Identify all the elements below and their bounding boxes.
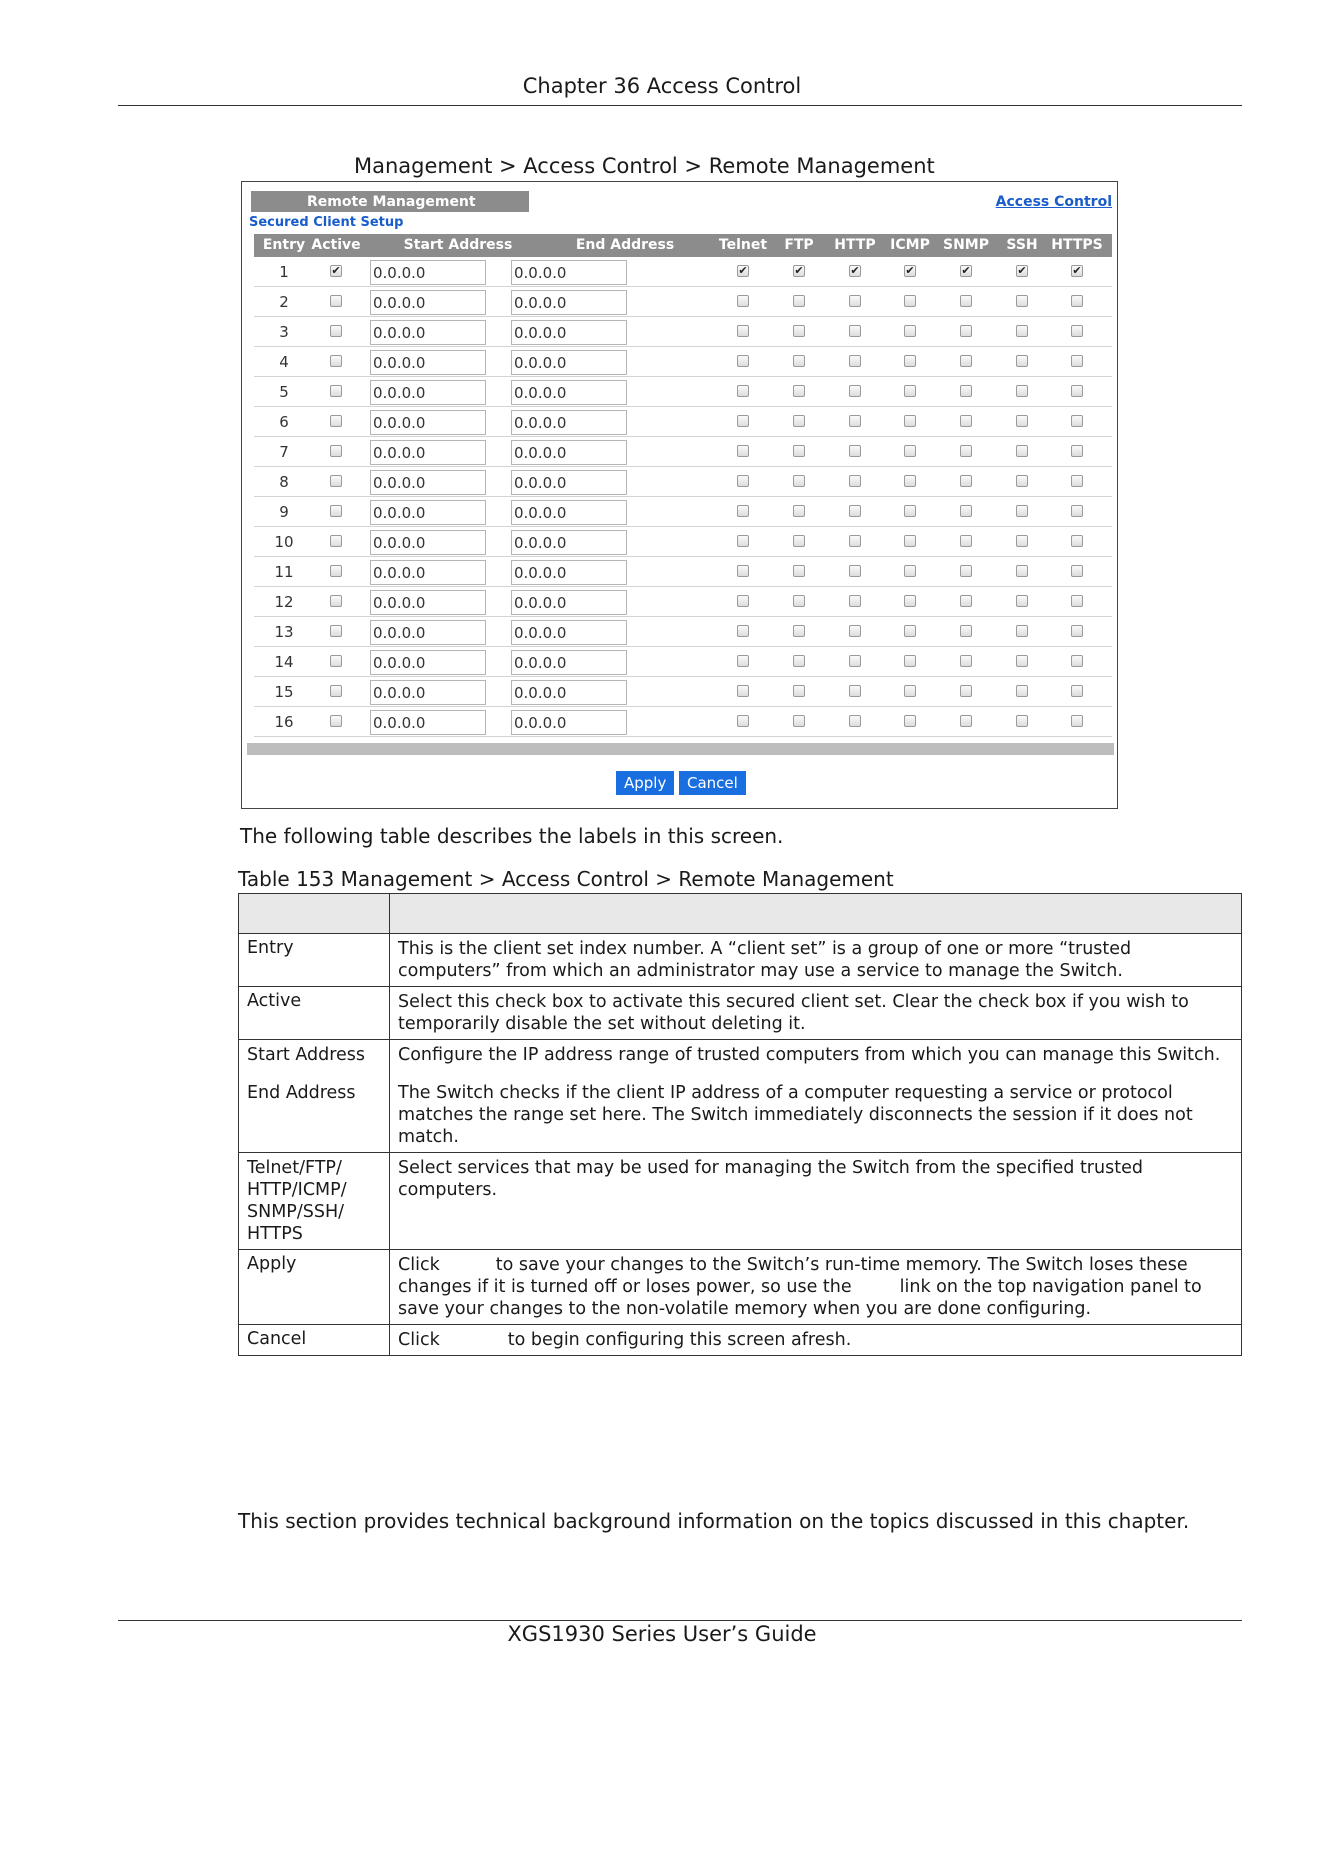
table-header-cell-description [390, 894, 1242, 934]
ssh-checkbox[interactable] [1016, 715, 1028, 727]
snmp-checkbox[interactable] [960, 625, 972, 637]
active-checkbox[interactable] [330, 505, 342, 517]
ssh-checkbox[interactable] [1016, 445, 1028, 457]
telnet-checkbox[interactable] [737, 505, 749, 517]
snmp-checkbox[interactable] [960, 385, 972, 397]
column-header: Start Address [403, 237, 513, 253]
https-checkbox[interactable]: ✔ [1072, 264, 1082, 277]
entry-number: 4 [279, 353, 289, 371]
snmp-checkbox[interactable] [960, 325, 972, 337]
http-checkbox[interactable] [849, 385, 861, 397]
end-address-input[interactable] [511, 380, 627, 405]
ssh-checkbox[interactable]: ✔ [1017, 264, 1027, 277]
ftp-checkbox[interactable] [793, 565, 805, 577]
table-row [254, 647, 1112, 677]
icmp-checkbox[interactable] [904, 595, 916, 607]
ftp-checkbox[interactable] [793, 445, 805, 457]
table-row [239, 987, 1242, 1040]
http-checkbox[interactable] [849, 505, 861, 517]
telnet-checkbox[interactable] [737, 625, 749, 637]
row-label: Telnet/FTP/ HTTP/ICMP/ SNMP/SSH/ HTTPS [239, 1153, 390, 1250]
ssh-checkbox[interactable] [1016, 295, 1028, 307]
entry-number: 6 [279, 413, 289, 431]
entry-number: 10 [274, 533, 294, 551]
snmp-checkbox[interactable] [960, 535, 972, 547]
snmp-checkbox[interactable] [960, 655, 972, 667]
column-header: Active [311, 237, 361, 253]
icmp-checkbox[interactable] [904, 655, 916, 667]
active-checkbox[interactable] [330, 655, 342, 667]
entry-number: 5 [279, 383, 289, 401]
telnet-checkbox[interactable] [737, 415, 749, 427]
end-address-input[interactable] [511, 320, 627, 345]
https-checkbox[interactable] [1071, 475, 1083, 487]
active-checkbox[interactable] [330, 295, 342, 307]
telnet-checkbox[interactable] [737, 475, 749, 487]
ssh-checkbox[interactable] [1016, 595, 1028, 607]
header-rule [118, 105, 1242, 106]
telnet-checkbox[interactable] [737, 295, 749, 307]
start-address-input[interactable] [370, 530, 486, 555]
http-checkbox[interactable] [849, 415, 861, 427]
row-label [239, 1040, 390, 1153]
table-header-cell-label [239, 894, 390, 934]
active-checkbox[interactable] [330, 535, 342, 547]
snmp-checkbox[interactable] [960, 565, 972, 577]
https-checkbox[interactable] [1071, 535, 1083, 547]
snmp-checkbox[interactable] [960, 295, 972, 307]
telnet-checkbox[interactable] [737, 385, 749, 397]
section-paragraph: This section provides technical background information on the topics discussed in this chapter. [238, 1509, 1190, 1533]
panel-tab-label: Remote Management [307, 194, 476, 210]
ssh-checkbox[interactable] [1016, 655, 1028, 667]
table-row [254, 527, 1112, 557]
table-row [239, 1250, 1242, 1325]
end-address-input[interactable] [511, 470, 627, 495]
table-row [254, 437, 1112, 467]
icmp-checkbox[interactable] [904, 415, 916, 427]
https-checkbox[interactable] [1071, 325, 1083, 337]
https-checkbox[interactable] [1071, 385, 1083, 397]
entry-number: 3 [279, 323, 289, 341]
snmp-checkbox[interactable] [960, 415, 972, 427]
active-checkbox[interactable] [330, 625, 342, 637]
active-checkbox[interactable] [330, 565, 342, 577]
telnet-checkbox[interactable] [737, 655, 749, 667]
table-row [254, 467, 1112, 497]
end-address-input[interactable] [511, 290, 627, 315]
active-checkbox[interactable] [330, 355, 342, 367]
ssh-checkbox[interactable] [1016, 415, 1028, 427]
ssh-checkbox[interactable] [1016, 325, 1028, 337]
ftp-checkbox[interactable] [793, 475, 805, 487]
ssh-checkbox[interactable] [1016, 565, 1028, 577]
remote-management-screen [241, 181, 1118, 809]
icmp-checkbox[interactable] [904, 325, 916, 337]
ftp-checkbox[interactable] [793, 295, 805, 307]
telnet-checkbox[interactable] [737, 595, 749, 607]
ftp-checkbox[interactable] [793, 655, 805, 667]
table-row [254, 587, 1112, 617]
table-header-row [239, 894, 1242, 934]
table-header [254, 234, 1112, 257]
end-address-input[interactable] [511, 710, 627, 735]
https-checkbox[interactable] [1071, 655, 1083, 667]
ftp-checkbox[interactable] [793, 415, 805, 427]
ftp-checkbox[interactable] [793, 625, 805, 637]
entry-number: 12 [274, 593, 294, 611]
telnet-checkbox[interactable]: ✔ [738, 264, 748, 277]
start-address-input[interactable] [370, 470, 486, 495]
entry-number: 13 [274, 623, 294, 641]
active-checkbox[interactable] [330, 325, 342, 337]
footer-text: XGS1930 Series User’s Guide [507, 1622, 817, 1646]
row-description: Click to save your changes to the Switch’s run-time memory. The Switch loses these changes if it is turned off or loses power, so use the link on the top navigation panel to save your changes to the non-volatile memory when you are done configuring. [390, 1250, 1242, 1325]
access-control-link[interactable]: Access Control [995, 194, 1112, 210]
table-row [254, 347, 1112, 377]
entry-number: 11 [274, 563, 294, 581]
http-checkbox[interactable] [849, 655, 861, 667]
row-description: Click to begin configuring this screen afresh. [390, 1325, 1242, 1356]
table-row [254, 287, 1112, 317]
telnet-checkbox[interactable] [737, 325, 749, 337]
start-address-input[interactable] [370, 320, 486, 345]
ftp-checkbox[interactable] [793, 685, 805, 697]
ftp-checkbox[interactable]: ✔ [794, 264, 804, 277]
row-label: Entry [239, 934, 390, 987]
row-description: Configure the IP address range of trusted computers from which you can manage this Switch. The Switch checks if the client IP address of a computer requesting a service or protocol matches the range set here. The Switch immediately disconnects the session if it does not match. [390, 1040, 1242, 1153]
table-row [254, 617, 1112, 647]
end-address-input[interactable] [511, 260, 627, 285]
entry-number: 8 [279, 473, 289, 491]
snmp-checkbox[interactable] [960, 685, 972, 697]
telnet-checkbox[interactable] [737, 685, 749, 697]
table-row [254, 497, 1112, 527]
http-checkbox[interactable] [849, 625, 861, 637]
https-checkbox[interactable] [1071, 685, 1083, 697]
entry-number: 15 [274, 683, 294, 701]
apply-button[interactable]: Apply [616, 771, 674, 795]
active-checkbox[interactable] [330, 475, 342, 487]
ssh-checkbox[interactable] [1016, 625, 1028, 637]
entry-number: 7 [279, 443, 289, 461]
ftp-checkbox[interactable] [793, 355, 805, 367]
icmp-checkbox[interactable] [904, 685, 916, 697]
start-address-input[interactable] [370, 620, 486, 645]
telnet-checkbox[interactable] [737, 565, 749, 577]
end-address-input[interactable] [511, 500, 627, 525]
http-checkbox[interactable] [849, 475, 861, 487]
table-row [254, 677, 1112, 707]
table-row [239, 1153, 1242, 1250]
active-checkbox[interactable] [330, 445, 342, 457]
snmp-checkbox[interactable] [960, 355, 972, 367]
row-label-end: End Address [247, 1083, 356, 1103]
column-header: ICMP [890, 237, 930, 253]
table-body [254, 257, 1112, 737]
icmp-checkbox[interactable]: ✔ [905, 264, 915, 277]
ftp-checkbox[interactable] [793, 385, 805, 397]
end-address-input[interactable] [511, 350, 627, 375]
secured-client-table [254, 234, 1112, 737]
row-label: Active [239, 987, 390, 1040]
table-row [254, 557, 1112, 587]
entry-number: 1 [279, 263, 289, 281]
entry-number: 16 [274, 713, 294, 731]
https-checkbox[interactable] [1071, 505, 1083, 517]
table-caption: Table 153 Management > Access Control > Remote Management [238, 867, 894, 891]
row-label: Apply [239, 1250, 390, 1325]
column-header: FTP [784, 237, 814, 253]
row-label: Cancel [239, 1325, 390, 1356]
telnet-checkbox[interactable] [737, 355, 749, 367]
snmp-checkbox[interactable] [960, 505, 972, 517]
https-checkbox[interactable] [1071, 445, 1083, 457]
http-checkbox[interactable]: ✔ [850, 264, 860, 277]
https-checkbox[interactable] [1071, 625, 1083, 637]
start-address-input[interactable] [370, 710, 486, 735]
table-row [239, 934, 1242, 987]
entry-number: 2 [279, 293, 289, 311]
end-address-input[interactable] [511, 620, 627, 645]
start-address-input[interactable] [370, 680, 486, 705]
table-footer-bar [247, 743, 1114, 755]
active-checkbox[interactable] [330, 685, 342, 697]
ssh-checkbox[interactable] [1016, 535, 1028, 547]
section-label: Secured Client Setup [249, 215, 404, 230]
snmp-checkbox[interactable]: ✔ [961, 264, 971, 277]
start-address-input[interactable] [370, 350, 486, 375]
end-address-input[interactable] [511, 440, 627, 465]
ssh-checkbox[interactable] [1016, 505, 1028, 517]
ssh-checkbox[interactable] [1016, 385, 1028, 397]
icmp-checkbox[interactable] [904, 385, 916, 397]
snmp-checkbox[interactable] [960, 445, 972, 457]
end-address-input[interactable] [511, 590, 627, 615]
http-checkbox[interactable] [849, 535, 861, 547]
start-address-input[interactable] [370, 380, 486, 405]
chapter-title: Chapter 36 Access Control [522, 74, 802, 98]
row-label-start: Start Address [247, 1045, 366, 1065]
http-checkbox[interactable] [849, 355, 861, 367]
column-header: HTTPS [1051, 237, 1103, 253]
entry-number: 9 [279, 503, 289, 521]
start-address-input[interactable] [370, 500, 486, 525]
column-header: HTTP [834, 237, 876, 253]
https-checkbox[interactable] [1071, 355, 1083, 367]
table-row [254, 257, 1112, 287]
start-address-input[interactable] [370, 410, 486, 435]
https-checkbox[interactable] [1071, 415, 1083, 427]
active-checkbox[interactable]: ✔ [331, 264, 341, 277]
column-header: SNMP [943, 237, 989, 253]
start-address-input[interactable] [370, 290, 486, 315]
telnet-checkbox[interactable] [737, 715, 749, 727]
footer-rule [118, 1620, 1242, 1621]
icmp-checkbox[interactable] [904, 715, 916, 727]
snmp-checkbox[interactable] [960, 475, 972, 487]
end-address-input[interactable] [511, 530, 627, 555]
column-header: Entry [262, 237, 306, 253]
table-row [254, 407, 1112, 437]
table-row [239, 1325, 1242, 1356]
https-checkbox[interactable] [1071, 595, 1083, 607]
entry-number: 14 [274, 653, 294, 671]
cancel-button[interactable]: Cancel [679, 771, 746, 795]
column-header: SSH [1006, 237, 1038, 253]
table-row [254, 377, 1112, 407]
table-row [254, 707, 1112, 737]
http-checkbox[interactable] [849, 565, 861, 577]
table-row [254, 317, 1112, 347]
end-address-input[interactable] [511, 680, 627, 705]
column-header: End Address [575, 237, 675, 253]
http-checkbox[interactable] [849, 325, 861, 337]
end-address-input[interactable] [511, 650, 627, 675]
ftp-checkbox[interactable] [793, 595, 805, 607]
start-address-input[interactable] [370, 650, 486, 675]
http-checkbox[interactable] [849, 295, 861, 307]
https-checkbox[interactable] [1071, 295, 1083, 307]
ftp-checkbox[interactable] [793, 535, 805, 547]
icmp-checkbox[interactable] [904, 355, 916, 367]
icmp-checkbox[interactable] [904, 295, 916, 307]
row-description: This is the client set index number. A “client set” is a group of one or more “trusted computers” from which an administrator may use a service to manage the Switch. [390, 934, 1242, 987]
column-header: Telnet [718, 237, 768, 253]
telnet-checkbox[interactable] [737, 535, 749, 547]
row-description: Select services that may be used for managing the Switch from the specified trusted computers. [390, 1153, 1242, 1250]
intro-paragraph: The following table describes the labels in this screen. [240, 824, 784, 848]
active-checkbox[interactable] [330, 595, 342, 607]
row-description: Select this check box to activate this secured client set. Clear the check box if you wish to temporarily disable the set without deleting it. [390, 987, 1242, 1040]
https-checkbox[interactable] [1071, 715, 1083, 727]
http-checkbox[interactable] [849, 595, 861, 607]
telnet-checkbox[interactable] [737, 445, 749, 457]
http-checkbox[interactable] [849, 715, 861, 727]
end-address-input[interactable] [511, 410, 627, 435]
icmp-checkbox[interactable] [904, 505, 916, 517]
icmp-checkbox[interactable] [904, 565, 916, 577]
start-address-input[interactable] [370, 260, 486, 285]
icmp-checkbox[interactable] [904, 625, 916, 637]
icmp-checkbox[interactable] [904, 535, 916, 547]
ftp-checkbox[interactable] [793, 325, 805, 337]
active-checkbox[interactable] [330, 385, 342, 397]
figure-caption: Management > Access Control > Remote Management [354, 154, 935, 178]
http-checkbox[interactable] [849, 685, 861, 697]
https-checkbox[interactable] [1071, 565, 1083, 577]
active-checkbox[interactable] [330, 415, 342, 427]
start-address-input[interactable] [370, 590, 486, 615]
ssh-checkbox[interactable] [1016, 475, 1028, 487]
snmp-checkbox[interactable] [960, 715, 972, 727]
table-row [239, 1040, 1242, 1153]
active-checkbox[interactable] [330, 715, 342, 727]
labels-table [238, 893, 1242, 1356]
end-address-input[interactable] [511, 560, 627, 585]
ssh-checkbox[interactable] [1016, 685, 1028, 697]
snmp-checkbox[interactable] [960, 595, 972, 607]
ftp-checkbox[interactable] [793, 505, 805, 517]
ftp-checkbox[interactable] [793, 715, 805, 727]
http-checkbox[interactable] [849, 445, 861, 457]
start-address-input[interactable] [370, 440, 486, 465]
icmp-checkbox[interactable] [904, 445, 916, 457]
ssh-checkbox[interactable] [1016, 355, 1028, 367]
start-address-input[interactable] [370, 560, 486, 585]
icmp-checkbox[interactable] [904, 475, 916, 487]
